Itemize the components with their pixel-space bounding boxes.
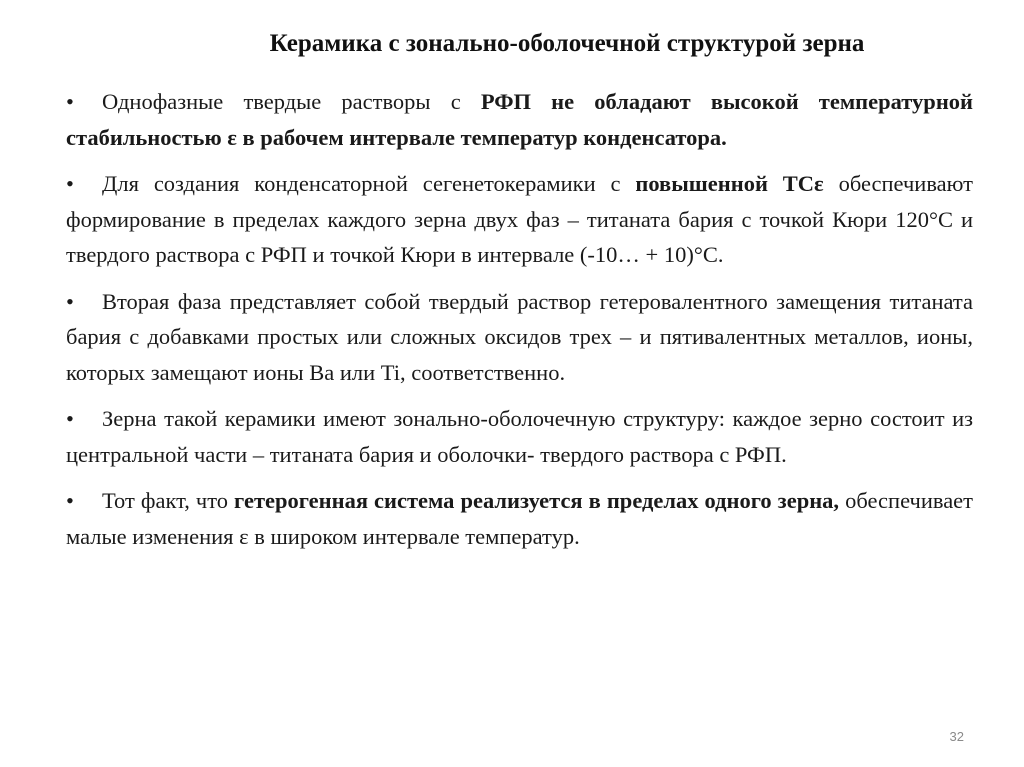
- bullet-paragraph: [66, 166, 973, 273]
- paragraph-bold-text: повышенной ТСε: [635, 171, 824, 196]
- paragraph-bold-text: РФП не обладают высокой температурной стабильностью ε в рабочем интервале температур конденсатора.: [66, 89, 973, 150]
- bullet-paragraph: [66, 284, 973, 391]
- paragraph-text: Однофазные твердые растворы с: [102, 89, 481, 114]
- slide-title: Керамика с зонально-оболочечной структурой зерна: [269, 30, 865, 57]
- slide-body: [66, 84, 973, 565]
- paragraph-text: Зерна такой керамики имеют зонально-оболочечную структуру: каждое зерно состоит из центральной части – титаната бария и оболочки- твердого раствора с РФП.: [66, 406, 973, 467]
- page-number: 32: [949, 729, 964, 744]
- paragraph-text: Для создания конденсаторной сегенетокерамики с: [102, 171, 636, 196]
- bullet-paragraph: [66, 401, 973, 472]
- bullet-icon: •: [66, 89, 74, 114]
- bullet-icon: •: [66, 288, 74, 314]
- paragraph-text: обеспечивает малые изменения ε в широком интервале температур.: [66, 488, 973, 549]
- paragraph-text: обеспечивают формирование в пределах каждого зерна двух фаз – титаната бария с точкой Кюри 120°С и твердого раствора с РФП и точкой Кюри в интервале (-10… + 10)°С.: [66, 171, 973, 267]
- bullet-paragraph: [66, 84, 973, 155]
- paragraph-text: Вторая фаза представляет собой твердый раствор гетеровалентного замещения титаната бария с добавками простых или сложных оксидов трех – и пятивалентных металлов, ионы, которых замещают ионы Ba или Ti, соответственно.: [66, 288, 973, 385]
- paragraph-text: Тот факт, что: [102, 488, 235, 513]
- bullet-icon: •: [66, 406, 74, 431]
- bullet-icon: •: [66, 488, 74, 513]
- paragraph-bold-text: гетерогенная система реализуется в пределах одного зерна,: [234, 488, 840, 513]
- bullet-paragraph: [66, 483, 973, 554]
- bullet-icon: •: [66, 171, 74, 196]
